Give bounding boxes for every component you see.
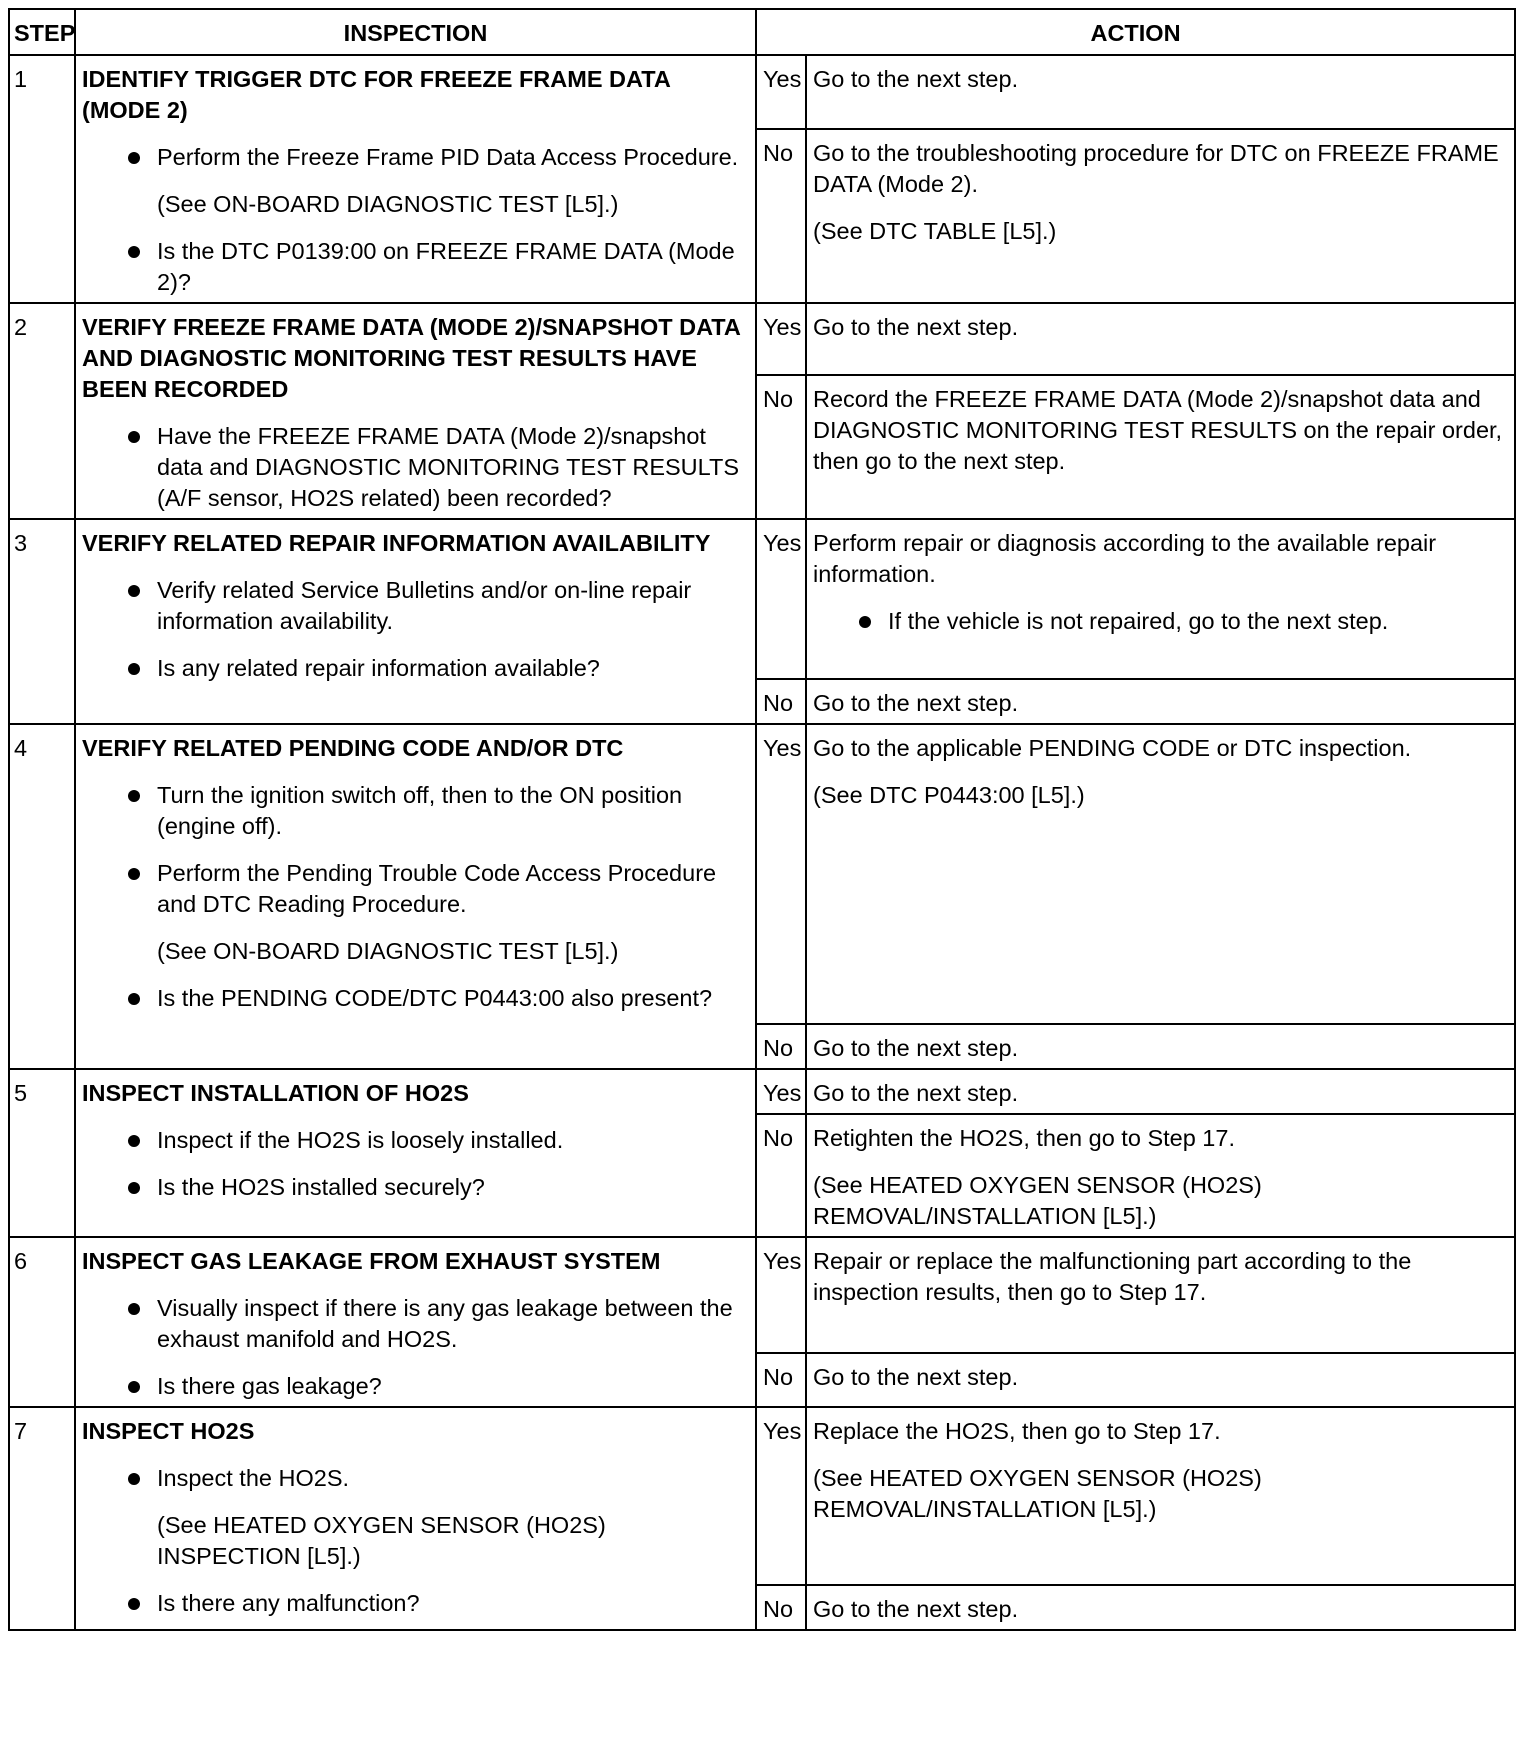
yes-label: Yes xyxy=(756,1407,806,1585)
action-reference: (See DTC P0443:00 [L5].) xyxy=(813,782,1085,808)
step-6-no-action xyxy=(806,1353,1515,1407)
yes-label: Yes xyxy=(756,1237,806,1353)
action-reference: (See HEATED OXYGEN SENSOR (HO2S) REMOVAL/INSTALLATION [L5].) xyxy=(813,1172,1262,1229)
inspection-question: Is any related repair information available? xyxy=(82,653,749,684)
step-6-yes-row xyxy=(9,1237,1515,1353)
inspection-bullet: Perform the Freeze Frame PID Data Access Procedure. xyxy=(82,142,749,173)
action-text: Go to the next step. xyxy=(813,1035,1019,1061)
table-header-row xyxy=(9,9,1515,55)
inspection-reference: (See ON-BOARD DIAGNOSTIC TEST [L5].) xyxy=(157,191,619,217)
inspection-bullet: Perform the Pending Trouble Code Access Procedure and DTC Reading Procedure. xyxy=(82,858,749,920)
inspection-question: Is the HO2S installed securely? xyxy=(82,1172,749,1203)
step-5-inspection xyxy=(75,1069,756,1237)
action-text: Go to the next step. xyxy=(813,314,1019,340)
step-3-no-action xyxy=(806,679,1515,724)
step-6-yes-action xyxy=(806,1237,1515,1353)
inspection-reference: (See HEATED OXYGEN SENSOR (HO2S) INSPECTION [L5].) xyxy=(157,1512,606,1569)
action-reference: (See DTC TABLE [L5].) xyxy=(813,218,1057,244)
inspection-bullet: Turn the ignition switch off, then to the ON position (engine off). xyxy=(82,780,749,842)
step-7-inspection xyxy=(75,1407,756,1630)
step-1-inspection xyxy=(75,55,756,303)
action-bullet: If the vehicle is not repaired, go to the next step. xyxy=(813,606,1508,637)
step-4-yes-row xyxy=(9,724,1515,1024)
yes-label: Yes xyxy=(756,303,806,375)
step-2-yes-action xyxy=(806,303,1515,375)
step-number: 6 xyxy=(9,1237,75,1407)
header-inspection: INSPECTION xyxy=(75,9,756,55)
inspection-bullet: Inspect the HO2S. xyxy=(82,1463,749,1494)
action-text: Perform repair or diagnosis according to the available repair information. xyxy=(813,530,1437,587)
step-6-inspection xyxy=(75,1237,756,1407)
action-text: Go to the troubleshooting procedure for DTC on FREEZE FRAME DATA (Mode 2). xyxy=(813,140,1499,197)
no-label: No xyxy=(756,1114,806,1237)
step-number: 2 xyxy=(9,303,75,519)
action-reference: (See HEATED OXYGEN SENSOR (HO2S) REMOVAL/INSTALLATION [L5].) xyxy=(813,1465,1262,1522)
step-title: INSPECT GAS LEAKAGE FROM EXHAUST SYSTEM xyxy=(82,1248,661,1274)
inspection-question: Is there any malfunction? xyxy=(82,1588,749,1619)
step-3-yes-action xyxy=(806,519,1515,679)
step-5-yes-action xyxy=(806,1069,1515,1114)
header-step: STEP xyxy=(9,9,75,55)
diagnostic-procedure-sheet xyxy=(8,8,1514,1631)
step-7-yes-row xyxy=(9,1407,1515,1585)
action-text: Go to the next step. xyxy=(813,1596,1019,1622)
step-5-no-action xyxy=(806,1114,1515,1237)
step-title: VERIFY FREEZE FRAME DATA (MODE 2)/SNAPSHOT DATA AND DIAGNOSTIC MONITORING TEST RESULTS HAVE BEEN RECORDED xyxy=(82,314,741,402)
yes-label: Yes xyxy=(756,724,806,1024)
yes-label: Yes xyxy=(756,519,806,679)
step-number: 3 xyxy=(9,519,75,724)
step-title: INSPECT INSTALLATION OF HO2S xyxy=(82,1080,469,1106)
step-title: IDENTIFY TRIGGER DTC FOR FREEZE FRAME DATA (MODE 2) xyxy=(82,66,670,123)
step-number: 4 xyxy=(9,724,75,1069)
inspection-question: Is there gas leakage? xyxy=(82,1371,749,1402)
action-text: Repair or replace the malfunctioning part according to the inspection results, then go to Step 17. xyxy=(813,1248,1412,1305)
action-text: Record the FREEZE FRAME DATA (Mode 2)/snapshot data and DIAGNOSTIC MONITORING TEST RESULTS on the repair order, then go to the next step. xyxy=(813,386,1503,474)
no-label: No xyxy=(756,375,806,519)
action-text: Retighten the HO2S, then go to Step 17. xyxy=(813,1125,1235,1151)
step-1-no-action xyxy=(806,129,1515,303)
action-text: Go to the applicable PENDING CODE or DTC inspection. xyxy=(813,735,1412,761)
inspection-bullet: Visually inspect if there is any gas leakage between the exhaust manifold and HO2S. xyxy=(82,1293,749,1355)
inspection-bullet: Verify related Service Bulletins and/or on-line repair information availability. xyxy=(82,575,749,637)
inspection-question: Is the DTC P0139:00 on FREEZE FRAME DATA (Mode 2)? xyxy=(82,236,749,298)
step-number: 5 xyxy=(9,1069,75,1237)
step-1-yes-action xyxy=(806,55,1515,129)
step-number: 1 xyxy=(9,55,75,303)
no-label: No xyxy=(756,129,806,303)
step-7-no-action xyxy=(806,1585,1515,1630)
inspection-reference: (See ON-BOARD DIAGNOSTIC TEST [L5].) xyxy=(157,938,619,964)
step-4-inspection xyxy=(75,724,756,1069)
action-text: Go to the next step. xyxy=(813,1364,1019,1390)
no-label: No xyxy=(756,1024,806,1069)
action-text: Go to the next step. xyxy=(813,1080,1019,1106)
step-1-yes-row xyxy=(9,55,1515,129)
action-text: Replace the HO2S, then go to Step 17. xyxy=(813,1418,1221,1444)
step-3-yes-row xyxy=(9,519,1515,679)
inspection-question: Is the PENDING CODE/DTC P0443:00 also present? xyxy=(82,983,749,1014)
no-label: No xyxy=(756,679,806,724)
no-label: No xyxy=(756,1585,806,1630)
step-title: VERIFY RELATED PENDING CODE AND/OR DTC xyxy=(82,735,624,761)
step-2-inspection xyxy=(75,303,756,519)
no-label: No xyxy=(756,1353,806,1407)
yes-label: Yes xyxy=(756,55,806,129)
step-4-yes-action xyxy=(806,724,1515,1024)
header-action: ACTION xyxy=(756,9,1515,55)
step-4-no-action xyxy=(806,1024,1515,1069)
inspection-bullet: Inspect if the HO2S is loosely installed. xyxy=(82,1125,749,1156)
step-title: INSPECT HO2S xyxy=(82,1418,255,1444)
step-2-yes-row xyxy=(9,303,1515,375)
action-text: Go to the next step. xyxy=(813,690,1019,716)
step-title: VERIFY RELATED REPAIR INFORMATION AVAILABILITY xyxy=(82,530,711,556)
inspection-question: Have the FREEZE FRAME DATA (Mode 2)/snapshot data and DIAGNOSTIC MONITORING TEST RESULTS (A/F sensor, HO2S related) been recorded? xyxy=(82,421,749,514)
step-number: 7 xyxy=(9,1407,75,1630)
step-7-yes-action xyxy=(806,1407,1515,1585)
yes-label: Yes xyxy=(756,1069,806,1114)
step-2-no-action xyxy=(806,375,1515,519)
diagnostic-table xyxy=(8,8,1516,1631)
action-text: Go to the next step. xyxy=(813,66,1019,92)
step-3-inspection xyxy=(75,519,756,724)
step-5-yes-row xyxy=(9,1069,1515,1114)
